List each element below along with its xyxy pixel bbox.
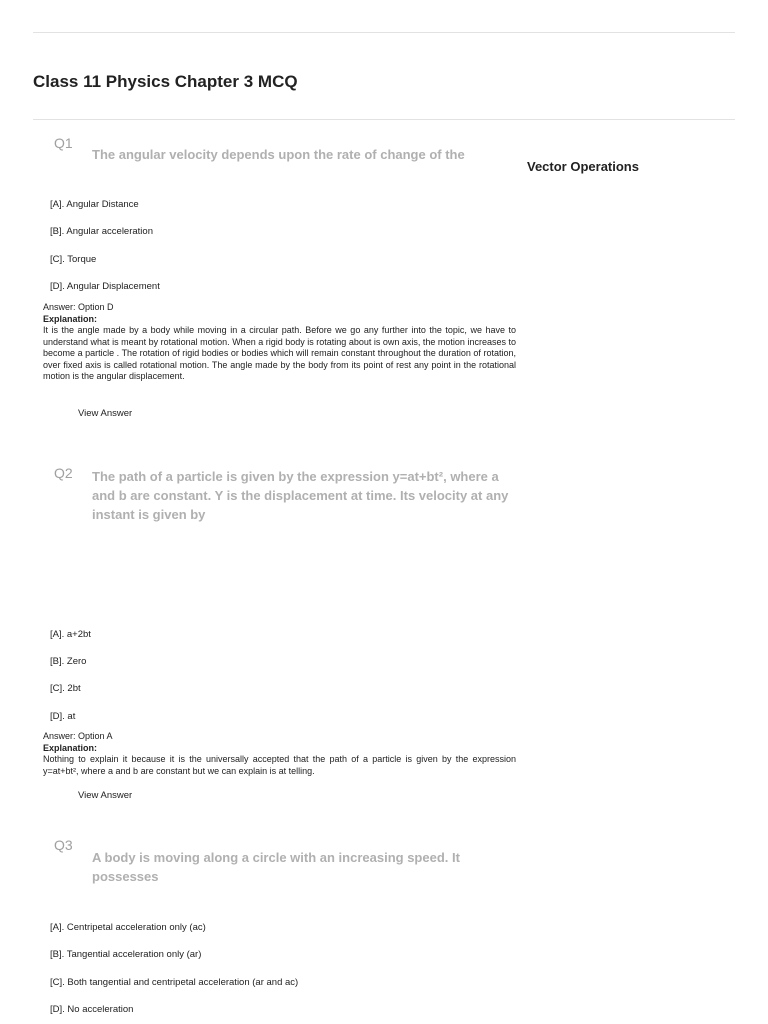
title-divider xyxy=(33,119,735,120)
option-c[interactable]: [C]. Torque xyxy=(50,254,97,265)
option-d[interactable]: [D]. at xyxy=(50,711,76,722)
view-answer-button[interactable]: View Answer xyxy=(78,790,133,801)
explanation-text: Nothing to explain it because it is the universally accepted that the path of a particle is given by the expression y=at+bt², where a and b are constant but we can explain is at telling. xyxy=(43,754,516,776)
top-divider xyxy=(33,32,735,33)
option-c[interactable]: [C]. 2bt xyxy=(50,683,81,694)
question-text: A body is moving along a circle with an increasing speed. It possesses xyxy=(92,850,460,884)
answer-block xyxy=(43,302,516,383)
explanation-label: Explanation: xyxy=(43,742,98,753)
explanation-text: It is the angle made by a body while moving in a circular path. Before we go any further into the topic, we have to understand what is meant by rotational motion. When a rigid body is rotating about is own axis, the motion increases to become a particle . The rotation of rigid bodies or bodies which will remain constant throughout the duration of rotation, over fixed axis is called rotational motion. The angle made by the body from its point of rest any point in the rotational motion is the angular displacement. xyxy=(43,325,516,381)
option-a[interactable]: [A]. a+2bt xyxy=(50,629,91,640)
question-number: Q3 xyxy=(54,837,73,853)
option-a[interactable]: [A]. Angular Distance xyxy=(50,199,139,210)
view-answer-button[interactable]: View Answer xyxy=(78,408,133,419)
page-title: Class 11 Physics Chapter 3 MCQ xyxy=(33,72,298,91)
option-b[interactable]: [B]. Angular acceleration xyxy=(50,226,153,237)
option-d[interactable]: [D]. Angular Displacement xyxy=(50,281,160,292)
question-number: Q1 xyxy=(54,135,73,151)
question-text: The angular velocity depends upon the rate of change of the xyxy=(92,147,465,162)
option-c[interactable]: [C]. Both tangential and centripetal acceleration (ar and ac) xyxy=(50,977,299,988)
explanation-label: Explanation: xyxy=(43,313,98,324)
answer-line: Answer: Option A xyxy=(43,731,113,741)
answer-block xyxy=(43,731,516,777)
option-d[interactable]: [D]. No acceleration xyxy=(50,1004,134,1015)
question-number: Q2 xyxy=(54,465,73,481)
option-b[interactable]: [B]. Zero xyxy=(50,656,87,667)
question-text: The path of a particle is given by the expression y=at+bt², where a and b are constant. Y is the displacement at time. Its velocity at any instant is given by xyxy=(92,469,509,522)
answer-line: Answer: Option D xyxy=(43,302,114,312)
sidebar-title: Vector Operations xyxy=(527,159,639,174)
option-a[interactable]: [A]. Centripetal acceleration only (ac) xyxy=(50,922,206,933)
option-b[interactable]: [B]. Tangential acceleration only (ar) xyxy=(50,949,202,960)
